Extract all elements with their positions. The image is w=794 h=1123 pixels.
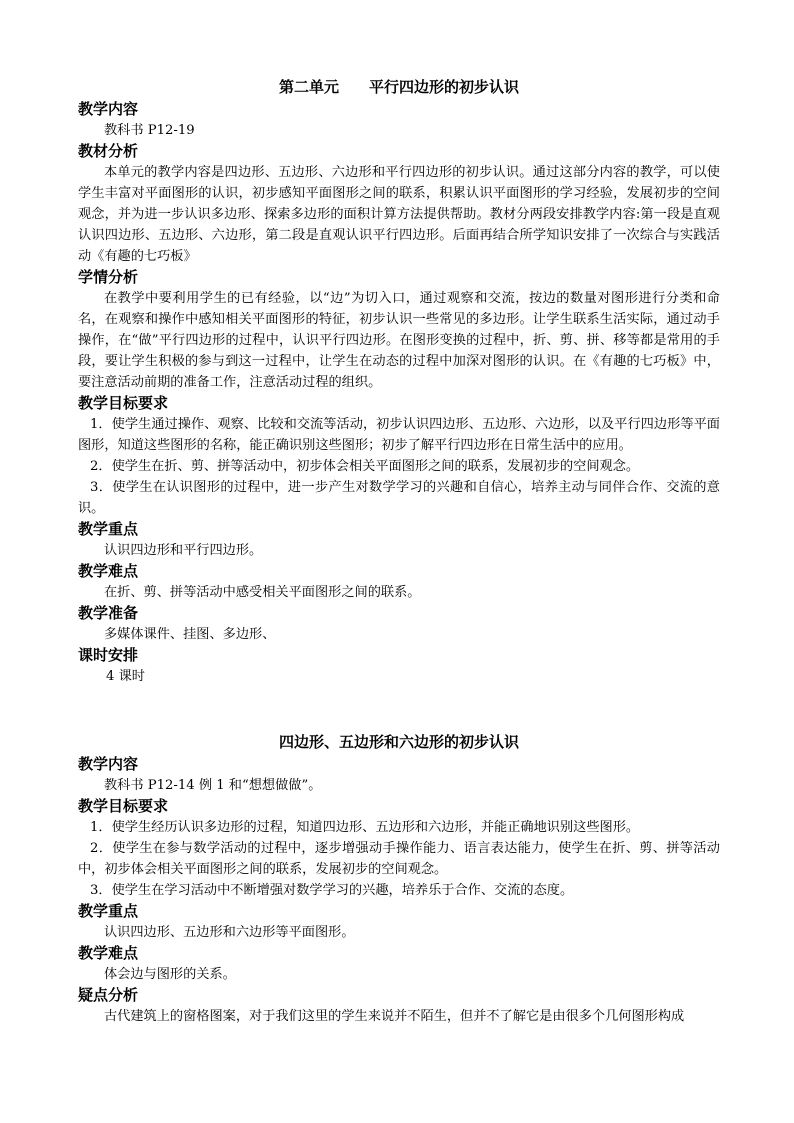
unit-title-right: 平行四边形的初步认识	[369, 78, 520, 96]
heading-teaching-difficulty: 教学难点	[78, 562, 139, 580]
doubt-analysis-text: 古代建筑上的窗格图案，对于我们这里的学生来说并不陌生，但并不了解它是由很多个几何图形构成	[104, 1009, 685, 1024]
teaching-difficulty-text: 在折、剪、拼等活动中感受相关平面图形之间的联系。	[104, 585, 421, 600]
lesson-goal-item: 2．使学生在参与数学活动的过程中，逐步增强动手操作能力、语言表达能力，使学生在折、剪、拼等活动中，初步体会相关平面图形之间的联系，发展初步的空间观念。	[78, 841, 720, 877]
heading-lesson-goals: 教学目标要求	[78, 797, 169, 815]
goal-item: 1．使学生通过操作、观察、比较和交流等活动，初步认识四边形、五边形、六边形，以及平行四边形等平面图形，知道这些图形的名称，能正确识别这些图形；初步了解平行四边形在日常生活中的应用。	[78, 417, 720, 453]
heading-doubt-analysis: 疑点分析	[78, 986, 139, 1004]
teaching-prep-text: 多媒体课件、挂图、多边形、	[104, 627, 276, 642]
heading-lesson-difficulty: 教学难点	[78, 944, 139, 962]
lesson-difficulty-text: 体会边与图形的关系。	[104, 967, 236, 982]
lesson-goal-item: 1．使学生经历认识多边形的过程，知道四边形、五边形和六边形，并能正确地识别这些图形。	[90, 820, 640, 835]
heading-teaching-goals: 教学目标要求	[78, 394, 169, 412]
heading-material-analysis: 教材分析	[78, 142, 139, 160]
heading-teaching-content: 教学内容	[78, 100, 139, 118]
material-analysis-text: 本单元的教学内容是四边形、五边形、六边形和平行四边形的初步认识。通过这部分内容的教学，可以使学生丰富对平面图形的认识，初步感知平面图形之间的联系，积累认识平面图形的学习经验，发展初步的空间观念，并为进一步认识多边形、探索多边形的面积计算方法提供帮助。教材分两段安排教学内容:第一段是直观认识四边形、五边形、六边形，第二段是直观认识平行四边形。后面再结合所学知识安排了一次综合与实践活动《有趣的七巧板》	[78, 165, 720, 264]
heading-teaching-prep: 教学准备	[78, 604, 139, 622]
lesson-title: 四边形、五边形和六边形的初步认识	[278, 733, 519, 751]
heading-learning-analysis: 学情分析	[78, 268, 139, 286]
lesson-key-text: 认识四边形、五边形和六边形等平面图形。	[104, 925, 355, 940]
unit-title-left: 第二单元	[278, 78, 339, 96]
teaching-content-text: 教科书 P12-19	[104, 123, 195, 138]
unit-title	[78, 76, 720, 98]
heading-class-hours: 课时安排	[78, 646, 139, 664]
goal-item: 2．使学生在折、剪、拼等活动中，初步体会相关平面图形之间的联系，发展初步的空间观念。	[90, 459, 640, 474]
heading-lesson-key: 教学重点	[78, 902, 139, 920]
learning-analysis-text: 在教学中要利用学生的已有经验，以“边”为切入口，通过观察和交流，按边的数量对图形进行分类和命名，在观察和操作中感知相关平面图形的特征，初步认识一些常见的多边形。让学生联系生活实际，通过动手操作，在“做”平行四边形的过程中，认识平行四边形。在图形变换的过程中，折、剪、拼、移等都是常用的手段，要让学生积极的参与到这一过程中，让学生在动态的过程中加深对图形的认识。在《有趣的七巧板》中，要注意活动前期的准备工作，注意活动过程的组织。	[78, 291, 720, 390]
heading-lesson-content: 教学内容	[78, 755, 139, 773]
document-page	[78, 76, 720, 1027]
lesson-content-text: 教科书 P12-14 例 1 和“想想做做”。	[104, 778, 322, 793]
heading-teaching-key: 教学重点	[78, 520, 139, 538]
class-hours-text: 4 课时	[106, 669, 145, 684]
lesson-goal-item: 3．使学生在学习活动中不断增强对数学学习的兴趣，培养乐于合作、交流的态度。	[90, 883, 574, 898]
goal-item: 3．使学生在认识图形的过程中，进一步产生对数学学习的兴趣和自信心，培养主动与同伴合作、交流的意识。	[78, 480, 720, 516]
teaching-key-text: 认识四边形和平行四边形。	[104, 543, 263, 558]
